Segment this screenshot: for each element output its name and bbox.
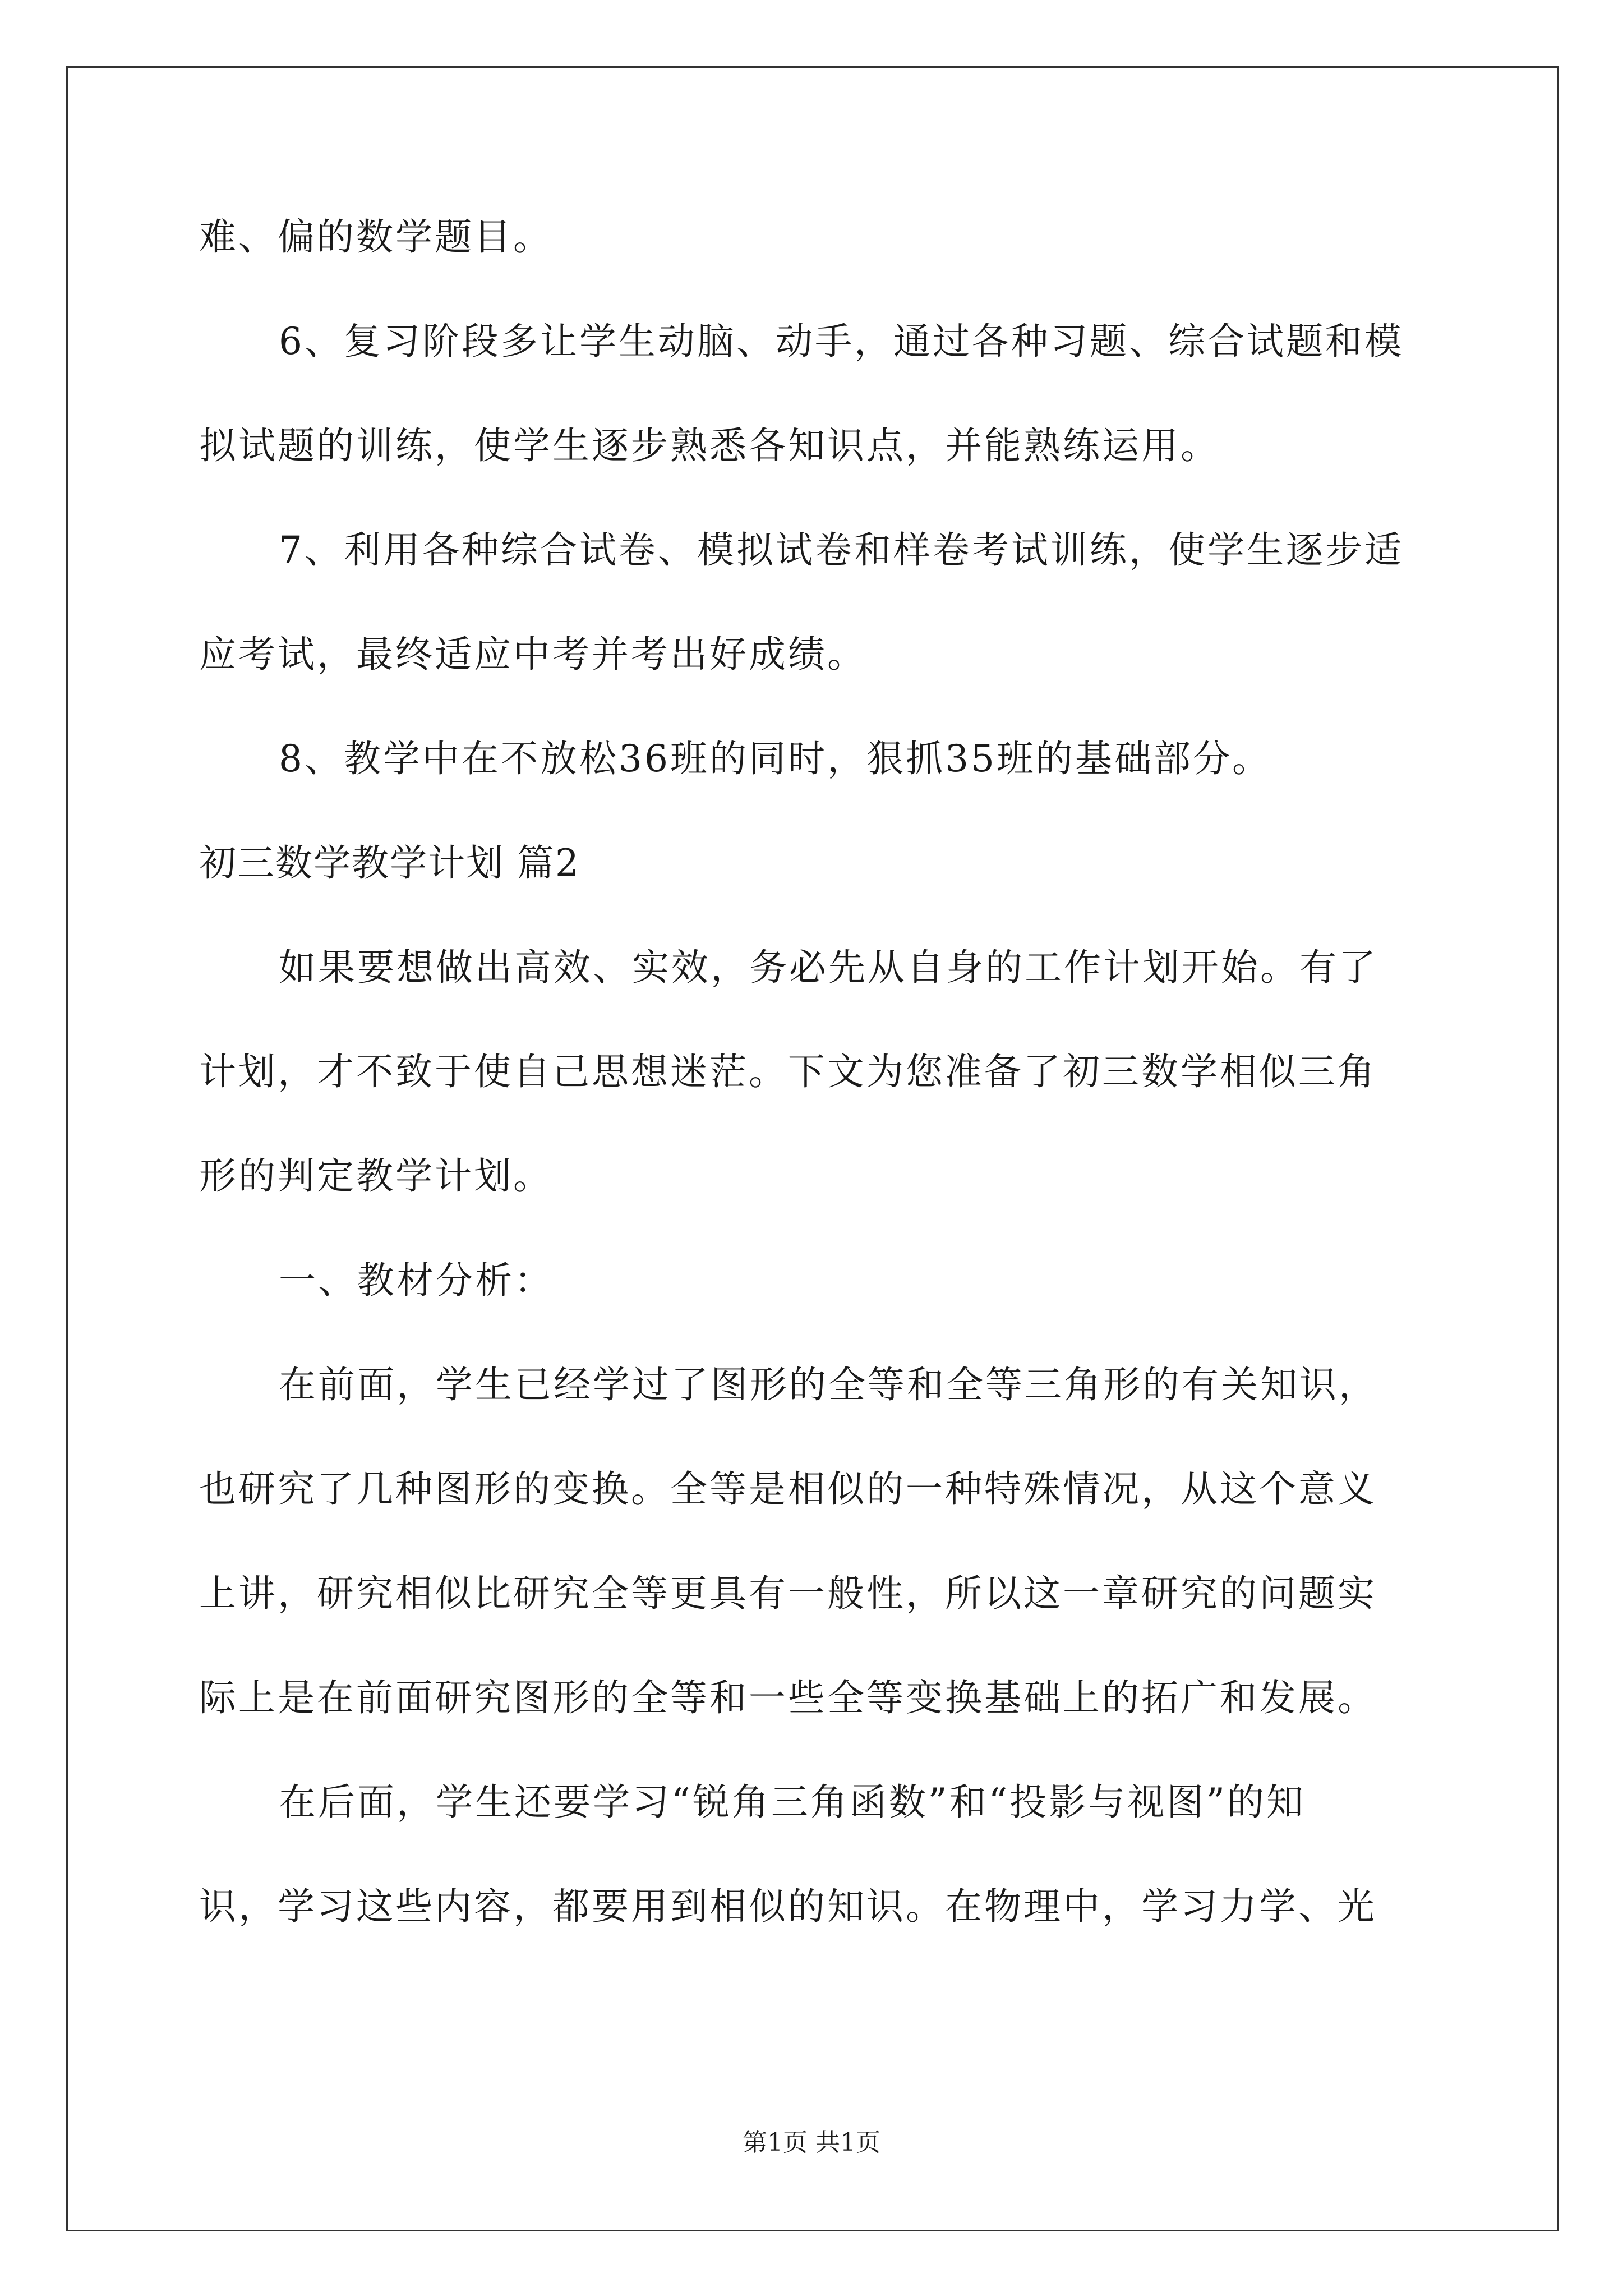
document-body [199, 185, 1427, 1959]
text-line: 难、偏的数学题目。 [199, 215, 552, 259]
text-line: 6、复习阶段多让学生动脑、动手，通过各种习题、综合试题和模 [279, 320, 1404, 363]
text-line: 际上是在前面研究图形的全等和一些全等变换基础上的拓广和发展。 [199, 1676, 1377, 1719]
text-line: 如果要想做出高效、实效，务必先从自身的工作计划开始。有了 [279, 946, 1378, 989]
text-line: 在前面，学生已经学过了图形的全等和全等三角形的有关知识， [279, 1363, 1378, 1406]
text-line: 上讲，研究相似比研究全等更具有一般性，所以这一章研究的问题实 [199, 1572, 1377, 1615]
text-line: 8、教学中在不放松36班的同时，狠抓35班的基础部分。 [279, 737, 1271, 780]
text-line: 应考试，最终适应中考并考出好成绩。 [199, 633, 866, 676]
subheading: 一、教材分析： [279, 1259, 554, 1302]
text-line: 形的判定教学计划。 [199, 1154, 552, 1198]
text-line: 在后面，学生还要学习“锐角三角函数”和“投影与视图”的知 [279, 1780, 1306, 1824]
text-line: 也研究了几种图形的变换。全等是相似的一种特殊情况，从这个意义 [199, 1467, 1377, 1511]
text-line: 拟试题的训练，使学生逐步熟悉各知识点，并能熟练运用。 [199, 424, 1220, 467]
page-number: 第1页 共1页 [743, 2128, 880, 2157]
text-line: 计划，才不致于使自己思想迷茫。下文为您准备了初三数学相似三角 [199, 1050, 1377, 1093]
section-heading: 初三数学教学计划 篇2 [199, 841, 580, 885]
text-line: 识，学习这些内容，都要用到相似的知识。在物理中，学习力学、光 [199, 1885, 1377, 1928]
text-line: 7、利用各种综合试卷、模拟试卷和样卷考试训练，使学生逐步适 [279, 528, 1404, 572]
